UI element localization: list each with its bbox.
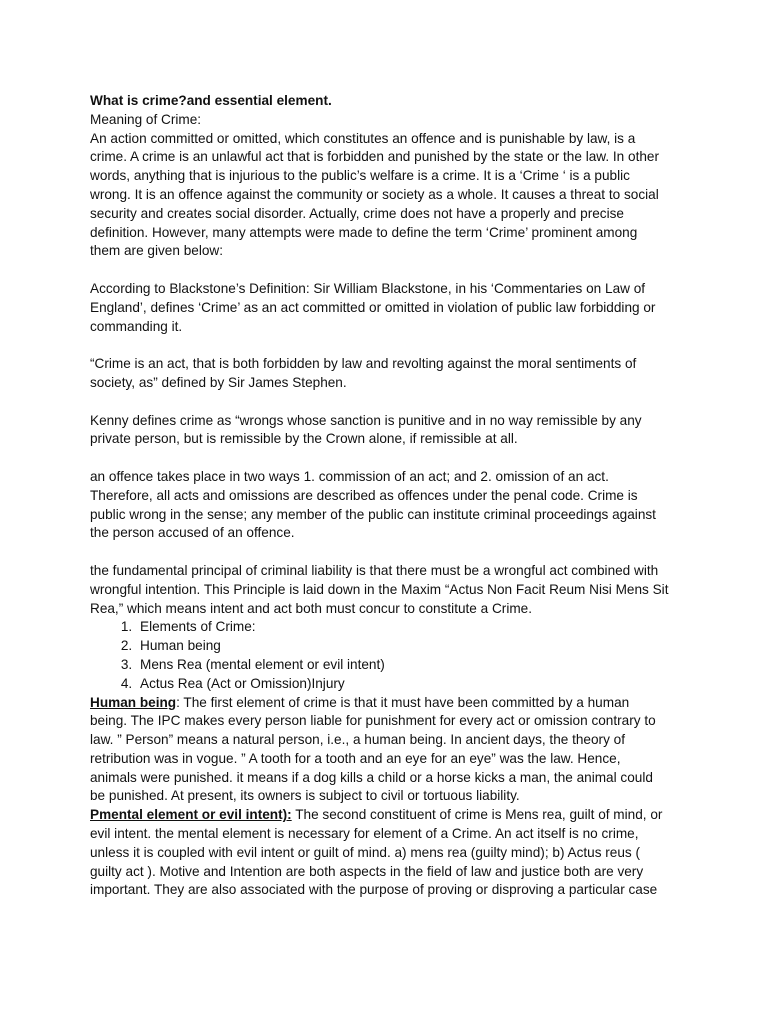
paragraph-liability xyxy=(90,562,688,618)
text-line: commanding it. xyxy=(90,318,183,334)
list-item: 2. Human being xyxy=(136,637,688,656)
text-line: important. They are also associated with the purpose of proving or disproving a particular case xyxy=(90,882,658,898)
text-line: security and creates social disorder. Actually, crime does not have a properly and precise xyxy=(90,205,624,221)
text-line: wrong. It is an offence against the community or society as a whole. It causes a threat to social xyxy=(90,186,659,202)
human-being-heading: Human being xyxy=(90,694,177,710)
text-line: society, as” defined by Sir James Stephen. xyxy=(90,374,347,390)
text-line: definition. However, many attempts were made to define the term ‘Crime’ prominent among xyxy=(90,224,638,240)
paragraph-gap xyxy=(90,336,688,355)
text-line: animals were punished. it means if a dog kills a child or a horse kicks a man, the animal could xyxy=(90,769,653,785)
paragraph-gap xyxy=(90,393,688,412)
text-line: being. The IPC makes every person liable for punishment for every act or omission contrary to xyxy=(90,713,656,729)
text-line xyxy=(90,694,688,713)
text-line: words, anything that is injurious to the public’s welfare is a crime. It is a ‘Crime ‘ is a public xyxy=(90,168,630,184)
elements-list xyxy=(90,618,688,693)
paragraph-gap xyxy=(90,543,688,562)
list-item: 3. Mens Rea (mental element or evil intent) xyxy=(136,656,688,675)
text-line: be punished. At present, its owners is subject to civil or tortuous liability. xyxy=(90,788,520,804)
text-line: public wrong in the sense; any member of the public can institute criminal proceedings against xyxy=(90,506,656,522)
section-mental-element xyxy=(90,806,688,900)
mental-element-heading: Pmental element or evil intent): xyxy=(90,807,292,823)
text-line xyxy=(90,806,688,825)
document-title: What is crime?and essential element. xyxy=(90,93,332,108)
paragraph-stephen xyxy=(90,355,688,393)
paragraph-blackstone xyxy=(90,280,688,336)
text-line: Therefore, all acts and omissions are described as offences under the penal code. Crime is xyxy=(90,487,638,503)
text-line: law. ” Person” means a natural person, i.e., a human being. In ancient days, the theory of xyxy=(90,732,625,748)
text-line: According to Blackstone’s Definition: Sir William Blackstone, in his ‘Commentaries on Law of xyxy=(90,280,646,296)
text-line: wrongful intention. This Principle is laid down in the Maxim “Actus Non Facit Reum Nisi Mens Sit xyxy=(90,581,669,597)
meaning-heading: Meaning of Crime: xyxy=(90,111,202,127)
section-human-being xyxy=(90,694,688,807)
text-line: retribution was in vogue. ” A tooth for a tooth and an eye for an eye” was the law. Hence, xyxy=(90,750,621,766)
text-line: crime. A crime is an unlawful act that is forbidden and punished by the state or the law. In other xyxy=(90,149,659,165)
text-line: them are given below: xyxy=(90,243,223,259)
text-line: Rea,” which means intent and act both must concur to constitute a Crime. xyxy=(90,600,533,616)
text-line: An action committed or omitted, which constitutes an offence and is punishable by law, is a xyxy=(90,130,636,146)
paragraph-kenny xyxy=(90,412,688,450)
text-run: : The first element of crime is that it must have been committed by a human xyxy=(176,694,630,710)
text-line: evil intent. the mental element is necessary for element of a Crime. An act itself is no crime, xyxy=(90,826,639,842)
paragraph-gap xyxy=(90,261,688,280)
text-line: the person accused of an offence. xyxy=(90,525,295,541)
paragraph-gap xyxy=(90,449,688,468)
text-line: “Crime is an act, that is both forbidden by law and revolting against the moral sentiments of xyxy=(90,356,637,372)
text-line: England’, defines ‘Crime’ as an act committed or omitted in violation of public law forbidding or xyxy=(90,299,656,315)
text-line: Kenny defines crime as “wrongs whose sanction is punitive and in no way remissible by any xyxy=(90,412,642,428)
paragraph-definition xyxy=(90,130,688,262)
list-item: 1. Elements of Crime: xyxy=(136,618,688,637)
text-line: private person, but is remissible by the Crown alone, if remissible at all. xyxy=(90,431,518,447)
text-line: unless it is coupled with evil intent or guilt of mind. a) mens rea (guilty mind); b) Actus reus ( xyxy=(90,844,641,860)
paragraph-offence xyxy=(90,468,688,543)
text-line: guilty act ). Motive and Intention are both aspects in the field of law and justice both are very xyxy=(90,863,644,879)
text-run: The second constituent of crime is Mens rea, guilt of mind, or xyxy=(291,807,663,823)
text-line: an offence takes place in two ways 1. commission of an act; and 2. omission of an act. xyxy=(90,468,609,484)
list-item: 4. Actus Rea (Act or Omission)Injury xyxy=(136,675,688,694)
text-line: the fundamental principal of criminal liability is that there must be a wrongful act combined with xyxy=(90,562,659,578)
